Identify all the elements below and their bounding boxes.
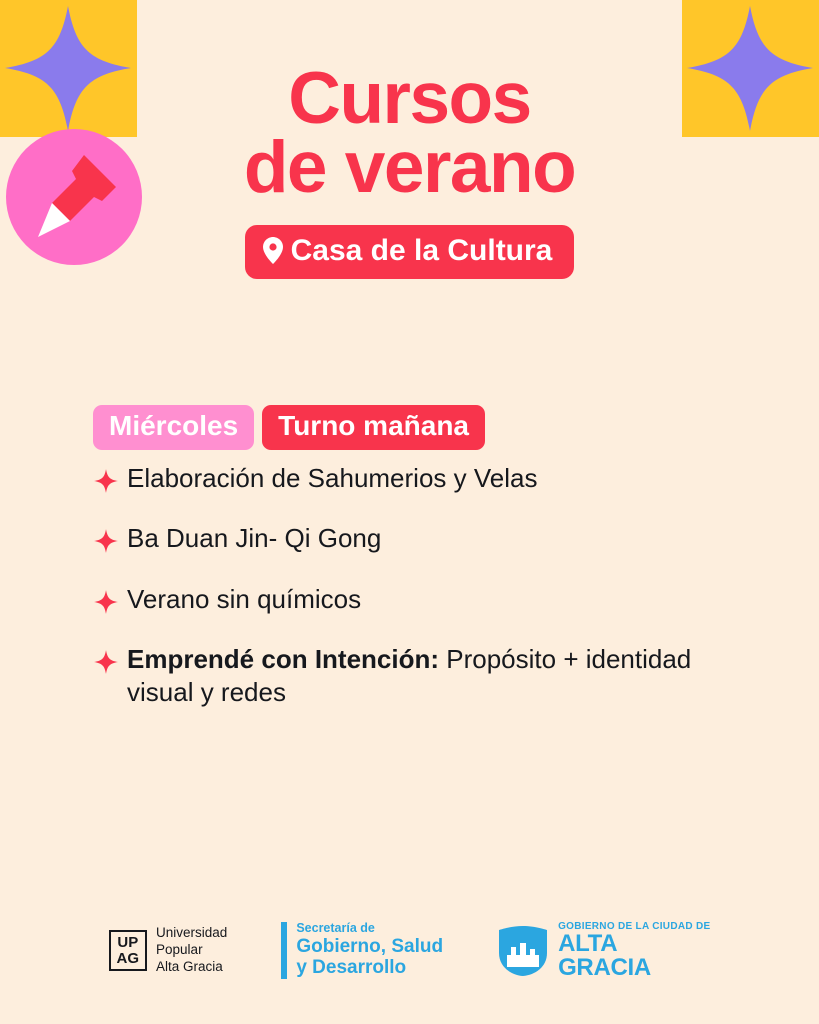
upag-name-line3: Alta Gracia [156,958,223,974]
gracia-big-line1: ALTA [558,930,618,957]
sparkle-bullet-icon [93,468,119,494]
schedule-tags [93,405,485,450]
secretaria-big-line2: y Desarrollo [296,957,407,979]
page-title-line2: de verano [243,127,576,209]
list-item-rest-label: Propósito + identidad visual y redes [127,643,692,708]
list-item-label: Verano sin químicos [127,583,362,614]
course-list [93,462,733,736]
sparkle-bullet-icon [93,589,119,615]
map-pin-icon [263,237,283,264]
list-item-bold-label: Emprendé con Intención: [127,643,440,674]
upag-monogram [109,930,148,972]
sparkle-bullet-icon [93,649,119,675]
list-item [93,643,733,710]
footer-logos [0,921,819,980]
gracia-big-line2: GRACIA [558,954,651,981]
upag-monogram-line1: UP [117,933,139,951]
page-title-line1: Cursos [288,58,531,139]
day-tag: Miércoles [93,405,254,450]
secretaria-small-label: Secretaría de [296,921,375,936]
upag-name-line1: Universidad [156,925,228,941]
location-badge [245,225,575,279]
list-item [93,522,733,555]
sparkle-bullet-icon [93,528,119,554]
gracia-text [558,921,710,980]
secretaria-accent-bar [281,922,287,978]
shift-tag: Turno mañana [262,405,485,450]
list-item [93,583,733,616]
list-item-label: Elaboración de Sahumerios y Velas [127,463,538,493]
city-shield-icon [497,925,549,977]
logo-universidad-popular [109,925,228,976]
list-item-label-highlighted [127,643,733,710]
gracia-small-label: GOBIERNO DE LA CIUDAD DE [558,921,711,932]
secretaria-text [296,922,443,978]
upag-monogram-line2: AG [116,949,140,967]
logo-secretaria [281,922,443,978]
secretaria-big-line1: Gobierno, Salud [296,936,444,958]
poster-header [0,58,819,279]
upag-name-line2: Popular [156,942,203,958]
location-label: Casa de la Cultura [290,233,553,267]
list-item [93,462,733,495]
logo-gobierno-alta-gracia [497,921,710,980]
upag-name [156,925,227,976]
list-item-label: Ba Duan Jin- Qi Gong [127,523,382,554]
